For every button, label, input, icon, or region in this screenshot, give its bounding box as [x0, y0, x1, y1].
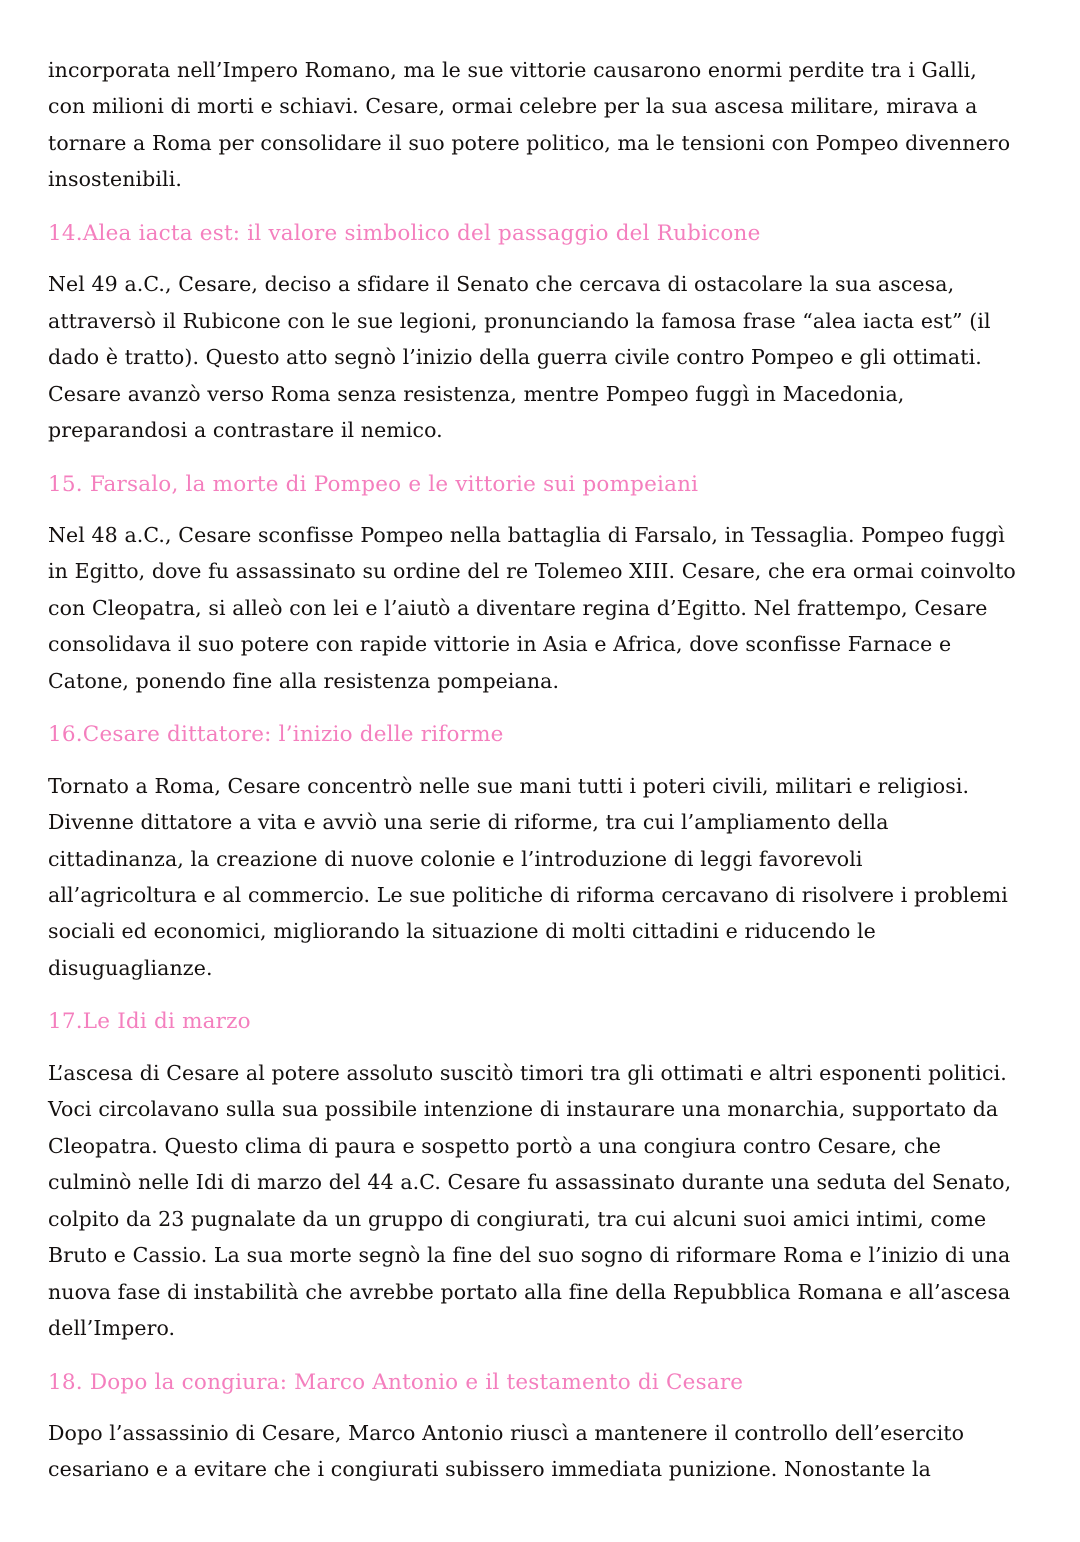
heading-14: 14.Alea iacta est: il valore simbolico del passaggio del Rubicone — [48, 220, 761, 246]
heading-18: 18. Dopo la congiura: Marco Antonio e il testamento di Cesare — [48, 1369, 744, 1395]
heading-17: 17.Le Idi di marzo — [48, 1009, 251, 1035]
heading-16: 16.Cesare dittatore: l’inizio delle riforme — [48, 722, 504, 748]
paragraph-18: Dopo l’assassinio di Cesare, Marco Antonio riuscì a mantenere il controllo dell’esercito cesariano e a evitare che i congiurati subissero immediata punizione. Nonostante la — [48, 1420, 965, 1482]
heading-15: 15. Farsalo, la morte di Pompeo e le vittorie sui pompeiani — [48, 471, 699, 497]
paragraph-16: Tornato a Roma, Cesare concentrò nelle sue mani tutti i poteri civili, militari e religiosi. Divenne dittatore a vita e avviò una serie di riforme, tra cui l’ampliamento della cittadinanza, la creazione di nuove colonie e l’introduzione di leggi favorevoli all’agricoltura e al commercio. Le sue politiche di riforma cercavano di risolvere i problemi sociali ed economici, migliorando la situazione di molti cittadini e riducendo le disuguaglianze. — [48, 773, 1008, 980]
paragraph-14: Nel 49 a.C., Cesare, deciso a sfidare il Senato che cercava di ostacolare la sua ascesa, attraversò il Rubicone con le sue legioni, pronunciando la famosa frase “alea iacta est” (il dado è tratto). Questo atto segnò l’inizio della guerra civile contro Pompeo e gli ottimati. Cesare avanzò verso Roma senza resistenza, mentre Pompeo fuggì in Macedonia, preparandosi a contrastare il nemico. — [48, 272, 991, 443]
paragraph-intro-continuation: incorporata nell’Impero Romano, ma le sue vittorie causarono enormi perdite tra i Galli, con milioni di morti e schiavi. Cesare, ormai celebre per la sua ascesa militare, mirava a tornare a Roma per consolidare il suo potere politico, ma le tensioni con Pompeo divennero insostenibili. — [48, 58, 1011, 192]
paragraph-17: L’ascesa di Cesare al potere assoluto suscitò timori tra gli ottimati e altri esponenti politici. Voci circolavano sulla sua possibile intenzione di instaurare una monarchia, supportato da Cleopatra. Questo clima di paura e sospetto portò a una congiura contro Cesare, che culminò nelle Idi di marzo del 44 a.C. Cesare fu assassinato durante una seduta del Senato, colpito da 23 pugnalate da un gruppo di congiurati, tra cui alcuni suoi amici intimi, come Bruto e Cassio. La sua morte segnò la fine del suo sogno di riformare Roma e l’inizio di una nuova fase di instabilità che avrebbe portato alla fine della Repubblica Romana e all’ascesa dell’Impero. — [48, 1060, 1012, 1341]
paragraph-15: Nel 48 a.C., Cesare sconfisse Pompeo nella battaglia di Farsalo, in Tessaglia. Pompeo fuggì in Egitto, dove fu assassinato su ordine del re Tolemeo XIII. Cesare, che era ormai coinvolto con Cleopatra, si alleò con lei e l’aiutò a diventare regina d’Egitto. Nel frattempo, Cesare consolidava il suo potere con rapide vittorie in Asia e Africa, dove sconfisse Farnace e Catone, ponendo fine alla resistenza pompeiana. — [48, 522, 1016, 693]
